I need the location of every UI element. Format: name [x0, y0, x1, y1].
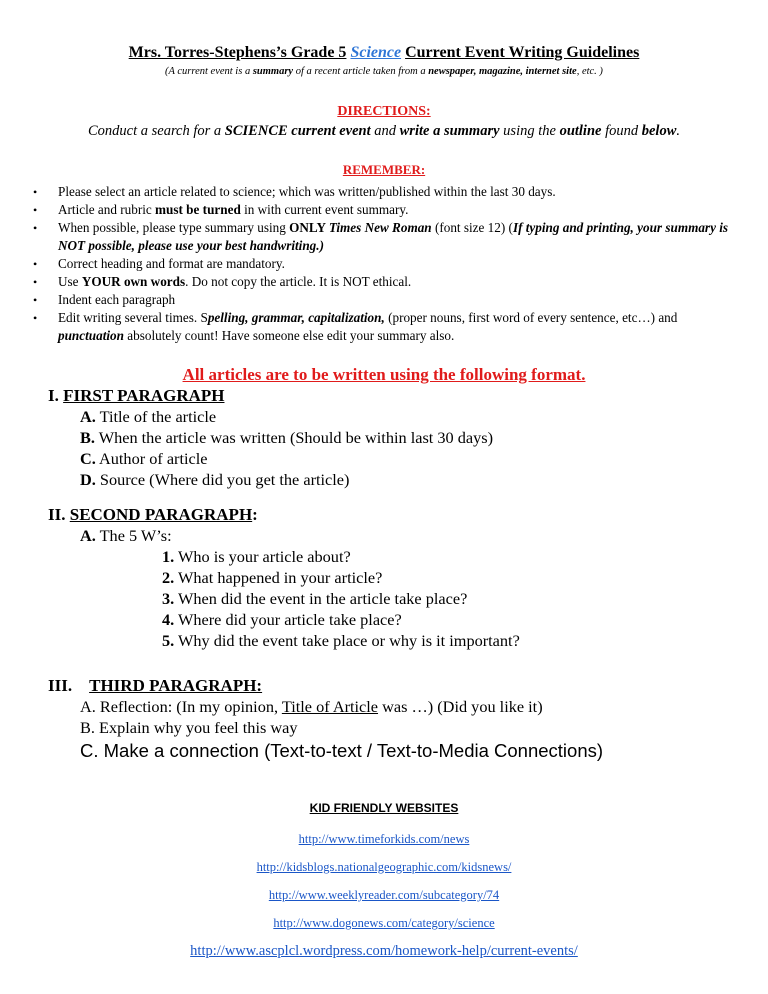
section-first-paragraph: [48, 385, 493, 490]
directions-fragment: below: [641, 123, 677, 139]
list-item-text: Edit writing several times. S: [58, 310, 208, 325]
title-suffix: Current Event Writing Guidelines: [405, 44, 640, 61]
item-text: was …) (Did you like it): [378, 697, 543, 716]
title-prefix: Mrs. Torres-Stephens’s Grade 5: [128, 44, 347, 61]
item-text: A. Reflection: (In my opinion,: [80, 697, 282, 716]
website-link[interactable]: http://www.weeklyreader.com/subcategory/74: [268, 888, 500, 902]
item-text: Source (Where did you get the article): [99, 470, 350, 489]
item-number: 1.: [162, 547, 175, 566]
list-item: [30, 201, 730, 219]
list-item: [48, 406, 493, 427]
list-item-text: in with current event summary.: [240, 202, 409, 217]
remember-label: REMEMBER:: [342, 162, 426, 177]
directions-text: [0, 123, 768, 140]
bullet-icon: •: [33, 221, 38, 235]
list-item: C. Make a connection (Text-to-text / Text-to-Media Connections): [80, 740, 604, 761]
section-title: SECOND PARAGRAPH: [69, 505, 253, 524]
websites-heading: KID FRIENDLY WEBSITES: [309, 801, 459, 815]
list-item: [48, 630, 520, 651]
list-item-text: Correct heading and format are mandatory.: [58, 256, 285, 271]
directions-fragment: SCIENCE current event: [224, 123, 371, 139]
list-item: B. Explain why you feel this way: [80, 718, 298, 737]
section-heading: [48, 385, 493, 406]
remember-list: [30, 183, 730, 345]
list-item-text: absolutely count! Have someone else edit your summary also.: [123, 328, 455, 343]
bullet-icon: •: [33, 311, 38, 325]
list-item-text: ONLY: [289, 220, 329, 235]
website-link[interactable]: http://www.dogonews.com/category/science: [273, 916, 495, 930]
directions-fragment: found: [601, 123, 642, 139]
item-text: When did the event in the article take place?: [178, 589, 468, 608]
list-item-text: If typing and printing, your summary is NOT possible, please use your best handwriting.): [58, 220, 729, 253]
directions-fragment: Conduct a search for a: [87, 123, 225, 139]
list-item: [48, 525, 520, 546]
directions-fragment: .: [676, 123, 681, 139]
directions-fragment: using the: [499, 123, 560, 139]
list-item: [48, 588, 520, 609]
list-item-text: Times New Roman: [328, 220, 432, 235]
subtitle-text: (A current event is a: [165, 66, 253, 77]
section-numeral: I.: [48, 386, 59, 405]
item-text: Author of article: [99, 449, 208, 468]
item-letter: C.: [80, 449, 96, 468]
list-item: [30, 219, 730, 255]
subtitle-text: , etc. ): [576, 66, 603, 77]
directions-fragment: write a summary: [399, 123, 500, 139]
item-number: 5.: [162, 631, 175, 650]
list-item: [48, 427, 493, 448]
list-item: [30, 183, 730, 201]
list-item-text: pelling, grammar, capitalization,: [207, 310, 385, 325]
item-letter: A.: [80, 407, 96, 426]
item-number: 3.: [162, 589, 175, 608]
website-link[interactable]: http://www.ascplcl.wordpress.com/homework-help/current-events/: [190, 943, 578, 959]
section-numeral: II.: [48, 505, 66, 524]
subtitle-bold: newspaper, magazine, internet site: [428, 66, 577, 77]
list-item-text: must be turned: [155, 202, 241, 217]
subtitle-text: of a recent article taken from a: [293, 66, 429, 77]
list-item: [48, 546, 520, 567]
item-text: Why did the event take place or why is it important?: [178, 631, 520, 650]
section-heading: [48, 675, 603, 696]
list-item-text: Use: [58, 274, 82, 289]
list-item-text: Article and rubric: [58, 202, 156, 217]
section-heading: [48, 504, 520, 525]
item-text: What happened in your article?: [178, 568, 383, 587]
websites-list: [0, 831, 768, 971]
item-text: When the article was written (Should be within last 30 days): [98, 428, 493, 447]
item-text: Title of the article: [99, 407, 217, 426]
section-second-paragraph: [48, 504, 520, 651]
bullet-icon: •: [33, 275, 38, 289]
item-letter: B.: [80, 428, 95, 447]
list-item: [48, 609, 520, 630]
page-subtitle: [0, 66, 768, 77]
directions-fragment: outline: [559, 123, 602, 139]
list-item-text: Indent each paragraph: [58, 292, 176, 307]
item-text: Where did your article take place?: [178, 610, 402, 629]
section-colon: :: [252, 505, 258, 524]
list-item-text: . Do not copy the article. It is NOT ethical.: [185, 274, 412, 289]
bullet-icon: •: [33, 293, 38, 307]
item-text: Who is your article about?: [178, 547, 351, 566]
bullet-icon: •: [33, 203, 38, 217]
directions-fragment: and: [370, 123, 400, 139]
format-heading: All articles are to be written using the following format.: [182, 365, 586, 384]
list-item: [30, 309, 730, 345]
section-title: FIRST PARAGRAPH: [63, 386, 225, 405]
bullet-icon: •: [33, 185, 38, 199]
list-item-text: punctuation: [58, 328, 124, 343]
item-text: Title of Article: [281, 697, 379, 716]
section-title: THIRD PARAGRAPH:: [89, 676, 263, 695]
item-number: 2.: [162, 568, 175, 587]
bullet-icon: •: [33, 257, 38, 271]
website-link[interactable]: http://kidsblogs.nationalgeographic.com/kidsnews/: [256, 860, 512, 874]
list-item-text: (font size 12) (: [431, 220, 513, 235]
list-item-text: Please select an article related to science; which was written/published within the last 30 days.: [58, 184, 556, 199]
item-letter: D.: [80, 470, 96, 489]
list-item: [48, 448, 493, 469]
subtitle-bold: summary: [252, 66, 294, 77]
section-numeral: III.: [48, 676, 73, 695]
list-item-text: YOUR own words: [81, 274, 186, 289]
list-item: [48, 469, 493, 490]
page-title: [0, 44, 768, 62]
item-text: The 5 W’s:: [99, 526, 172, 545]
list-item-text: When possible, please type summary using: [58, 220, 290, 235]
list-item: [48, 696, 603, 717]
section-third-paragraph: [48, 675, 603, 764]
list-item-text: (proper nouns, first word of every sentence, etc…) and: [384, 310, 678, 325]
item-number: 4.: [162, 610, 175, 629]
list-item: [48, 567, 520, 588]
website-link[interactable]: http://www.timeforkids.com/news: [298, 832, 470, 846]
directions-label: DIRECTIONS:: [337, 104, 431, 119]
list-item: [30, 255, 730, 273]
list-item: [30, 291, 730, 309]
title-science-word: Science: [350, 44, 402, 61]
item-letter: A.: [80, 526, 96, 545]
list-item: [30, 273, 730, 291]
